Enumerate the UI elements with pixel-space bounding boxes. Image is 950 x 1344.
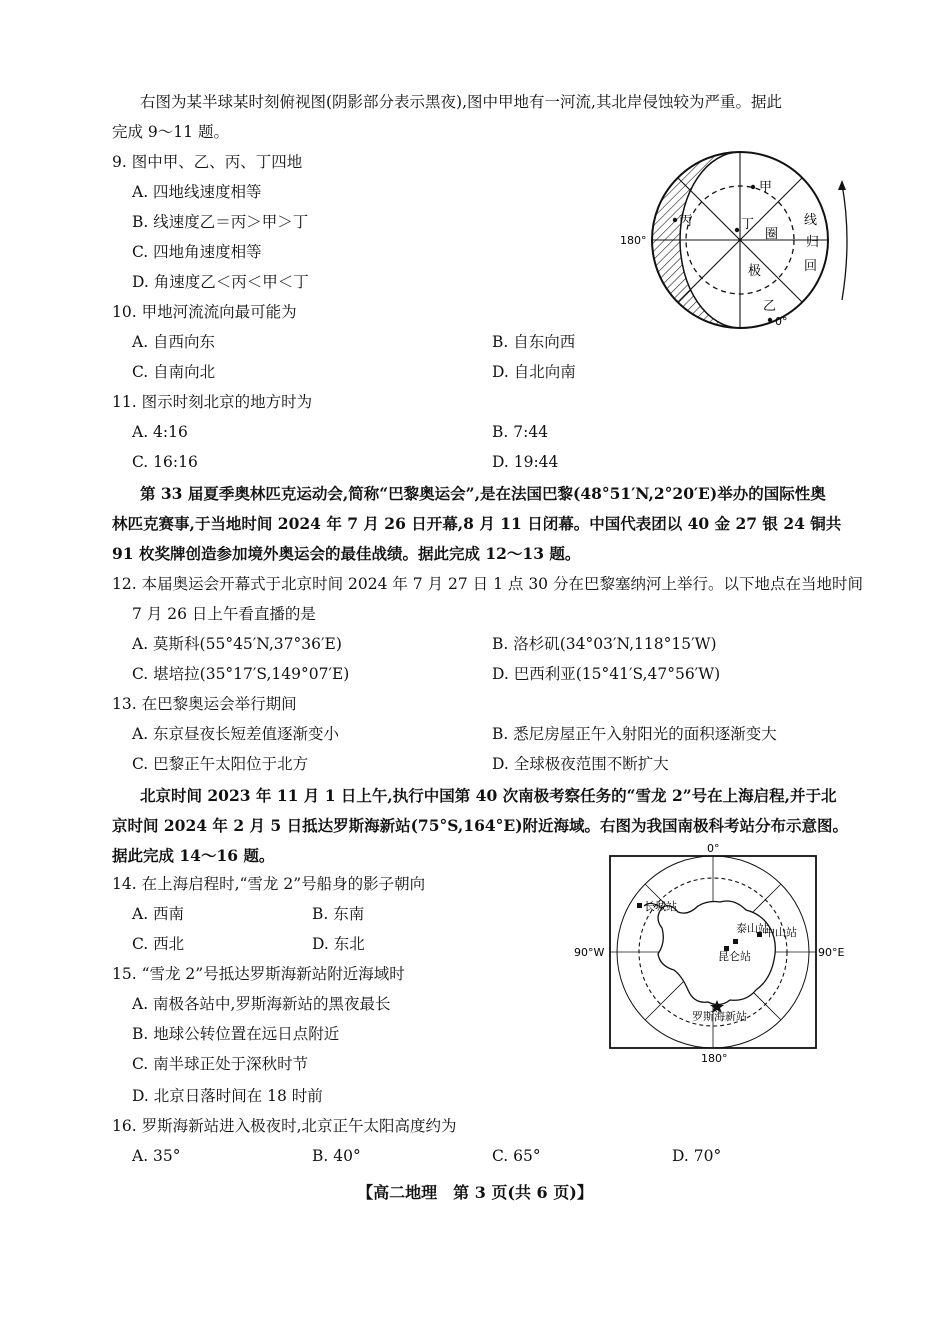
q11-stem: 11. 图示时刻北京的地方时为 [112, 393, 313, 411]
fig1-label-hui: 回 [804, 259, 818, 274]
q9-option-a: A. 四地线速度相等 [132, 183, 262, 201]
antarctic-station-map [570, 842, 850, 1064]
q9-option-d: D. 角速度乙＜丙＜甲＜丁 [132, 273, 309, 291]
q13-option-a: A. 东京昼夜长短差值逐渐变小 [132, 725, 340, 743]
fig2-label-zhongshan: 中山站 [764, 926, 797, 939]
intro1-line1: 右图为某半球某时刻俯视图(阴影部分表示黑夜),图中甲地有一河流,其北岸侵蚀较为严重。据此 [140, 93, 782, 111]
q16-option-d: D. 70° [672, 1147, 722, 1165]
q16-option-c: C. 65° [492, 1147, 541, 1165]
fig1-label-ji: 极 [748, 264, 762, 279]
hemisphere-figure [620, 140, 860, 340]
fig1-label-180: 180° [620, 234, 647, 247]
q10-stem: 10. 甲地河流流向最可能为 [112, 303, 297, 321]
fig1-label-gui: 归 [806, 235, 820, 250]
q15-option-d: D. 北京日落时间在 18 时前 [132, 1087, 323, 1105]
q11-option-d: D. 19:44 [492, 453, 559, 471]
fig2-label-luosihai: 罗斯海新站 [692, 1010, 747, 1023]
q16-option-b: B. 40° [312, 1147, 361, 1165]
q10-option-b: B. 自东向西 [492, 333, 576, 351]
intro1-line2: 完成 9～11 题。 [112, 123, 229, 141]
q13-option-c: C. 巴黎正午太阳位于北方 [132, 755, 309, 773]
fig1-label-ding: 丁 [741, 217, 755, 232]
intro3-line3: 据此完成 14～16 题。 [112, 846, 275, 865]
intro2-line2: 林匹克赛事,于当地时间 2024 年 7 月 26 日开幕,8 月 11 日闭幕。中国代表团以 40 金 27 银 24 铜共 [112, 514, 842, 533]
q12-option-a: A. 莫斯科(55°45′N,37°36′E) [132, 635, 342, 653]
fig2-label-0: 0° [707, 842, 720, 855]
q12-option-c: C. 堪培拉(35°17′S,149°07′E) [132, 665, 350, 683]
fig1-label-jia: 甲 [759, 180, 773, 195]
q9-stem: 9. 图中甲、乙、丙、丁四地 [112, 153, 303, 171]
fig2-label-180: 180° [701, 1052, 728, 1064]
fig1-label-0: 0° [775, 315, 788, 328]
fig2-label-changcheng: 长城站 [644, 900, 677, 913]
intro3-line1: 北京时间 2023 年 11 月 1 日上午,执行中国第 40 次南极考察任务的“雪龙 2”号在上海启程,并于北 [140, 786, 837, 805]
q12-stem-line1: 12. 本届奥运会开幕式于北京时间 2024 年 7 月 27 日 1 点 30 分在巴黎塞纳河上举行。以下地点在当地时间 [112, 575, 863, 593]
q14-option-a: A. 西南 [132, 905, 185, 923]
q11-option-b: B. 7:44 [492, 423, 549, 441]
q16-stem: 16. 罗斯海新站进入极夜时,北京正午太阳高度约为 [112, 1117, 457, 1135]
q11-option-a: A. 4:16 [132, 423, 188, 441]
q10-option-c: C. 自南向北 [132, 363, 216, 381]
q12-option-d: D. 巴西利亚(15°41′S,47°56′W) [492, 665, 721, 683]
q9-option-c: C. 四地角速度相等 [132, 243, 262, 261]
q15-option-c: C. 南半球正处于深秋时节 [132, 1055, 309, 1073]
q9-option-b: B. 线速度乙＝丙＞甲＞丁 [132, 213, 309, 231]
fig2-label-kunlun: 昆仑站 [718, 950, 751, 963]
page-footer: 【高二地理 第 3 页(共 6 页)】 [357, 1183, 593, 1202]
q14-stem: 14. 在上海启程时,“雪龙 2”号船身的影子朝向 [112, 875, 426, 893]
q14-option-c: C. 西北 [132, 935, 185, 953]
q14-option-d: D. 东北 [312, 935, 365, 953]
q11-option-c: C. 16:16 [132, 453, 198, 471]
fig1-label-xian: 线 [804, 213, 818, 228]
rotation-arrow [842, 184, 847, 300]
q12-stem-line2: 7 月 26 日上午看直播的是 [132, 605, 316, 623]
fig2-label-90e: 90°E [818, 946, 845, 959]
q14-option-b: B. 东南 [312, 905, 365, 923]
fig1-label-quan: 圈 [765, 227, 779, 242]
fig2-label-90w: 90°W [574, 946, 605, 959]
q15-option-a: A. 南极各站中,罗斯海新站的黑夜最长 [132, 995, 391, 1013]
fig1-label-yi: 乙 [763, 299, 777, 314]
q10-option-a: A. 自西向东 [132, 333, 216, 351]
q13-stem: 13. 在巴黎奥运会举行期间 [112, 695, 297, 713]
fig1-label-bing: 丙 [679, 214, 693, 229]
q16-option-a: A. 35° [132, 1147, 181, 1165]
intro2-line3: 91 枚奖牌创造参加境外奥运会的最佳战绩。据此完成 12～13 题。 [112, 544, 581, 563]
intro3-line2: 京时间 2024 年 2 月 5 日抵达罗斯海新站(75°S,164°E)附近海域。右图为我国南极科考站分布示意图。 [112, 816, 849, 835]
q15-stem: 15. “雪龙 2”号抵达罗斯海新站附近海域时 [112, 965, 405, 983]
q13-option-d: D. 全球极夜范围不断扩大 [492, 755, 669, 773]
intro2-line1: 第 33 届夏季奥林匹克运动会,简称“巴黎奥运会”,是在法国巴黎(48°51′N,2°20′E)举办的国际性奥 [140, 484, 826, 503]
q13-option-b: B. 悉尼房屋正午入射阳光的面积逐渐变大 [492, 725, 777, 743]
q15-option-b: B. 地球公转位置在远日点附近 [132, 1025, 340, 1043]
q12-option-b: B. 洛杉矶(34°03′N,118°15′W) [492, 635, 717, 653]
q10-option-d: D. 自北向南 [492, 363, 576, 381]
fig2-label-taishan: 泰山站 [736, 922, 769, 935]
